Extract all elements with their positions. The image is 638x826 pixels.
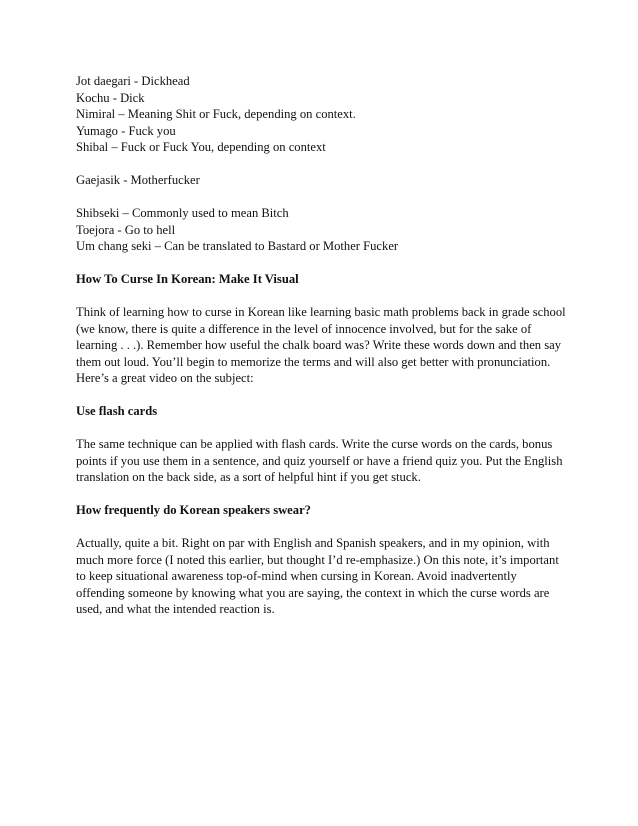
section-heading-frequency: How frequently do Korean speakers swear? bbox=[76, 503, 311, 517]
body-line: offending someone by knowing what you are saying, the context in which the curse words are bbox=[76, 585, 550, 600]
paragraph-gap bbox=[76, 288, 576, 305]
glossary-line: Shibseki – Commonly used to mean Bitch bbox=[76, 206, 289, 220]
body-line: them out loud. You’ll begin to memorize the terms and will also get better with pronunciation. bbox=[76, 354, 551, 369]
body-line: The same technique can be applied with flash cards. Write the curse words on the cards, bonus bbox=[76, 437, 553, 451]
glossary-line: Jot daegari - Dickhead bbox=[76, 74, 190, 88]
glossary-line: Nimiral – Meaning Shit or Fuck, depending on context. bbox=[76, 107, 356, 121]
document-page bbox=[76, 73, 576, 618]
section-body-visual bbox=[76, 304, 576, 387]
body-line: Think of learning how to curse in Korean like learning basic math problems back in grade school bbox=[76, 305, 566, 319]
paragraph-gap bbox=[76, 189, 576, 206]
glossary-group-3 bbox=[76, 205, 576, 255]
body-line: (we know, there is quite a difference in the level of innocence involved, but for the sake of bbox=[76, 321, 532, 336]
body-line: Here’s a great video on the subject: bbox=[76, 371, 254, 385]
glossary-group-2 bbox=[76, 172, 576, 189]
paragraph-gap bbox=[76, 387, 576, 404]
glossary-line: Gaejasik - Motherfucker bbox=[76, 173, 200, 187]
section-body-flash bbox=[76, 436, 576, 486]
section-heading-flash: Use flash cards bbox=[76, 404, 158, 418]
section-body-frequency bbox=[76, 535, 576, 618]
glossary-line: Shibal – Fuck or Fuck You, depending on context bbox=[76, 140, 326, 154]
section-heading-visual: How To Curse In Korean: Make It Visual bbox=[76, 272, 299, 286]
paragraph-gap bbox=[76, 420, 576, 437]
glossary-line: Yumago - Fuck you bbox=[76, 123, 176, 138]
glossary-line: Um chang seki – Can be translated to Bastard or Mother Fucker bbox=[76, 239, 399, 253]
paragraph-gap bbox=[76, 255, 576, 272]
glossary-line: Kochu - Dick bbox=[76, 90, 145, 105]
body-line: translation on the back side, as a sort of helpful hint if you get stuck. bbox=[76, 470, 421, 484]
paragraph-gap bbox=[76, 486, 576, 503]
paragraph-gap bbox=[76, 519, 576, 536]
glossary-group-1 bbox=[76, 73, 576, 156]
body-line: points if you use them in a sentence, and quiz yourself or have a friend quiz you. Put the English bbox=[76, 453, 563, 468]
glossary-line: Toejora - Go to hell bbox=[76, 222, 176, 237]
body-line: to keep situational awareness top-of-mind when cursing in Korean. Avoid inadvertently bbox=[76, 569, 517, 583]
body-line: learning . . .). Remember how useful the chalk board was? Write these words down and then say bbox=[76, 338, 562, 352]
body-line: used, and what the intended reaction is. bbox=[76, 602, 275, 616]
paragraph-gap bbox=[76, 156, 576, 173]
body-line: Actually, quite a bit. Right on par with English and Spanish speakers, and in my opinion, with bbox=[76, 536, 550, 550]
body-line: much more force (I noted this earlier, but thought I’d re-emphasize.) On this note, it’s important bbox=[76, 552, 559, 567]
